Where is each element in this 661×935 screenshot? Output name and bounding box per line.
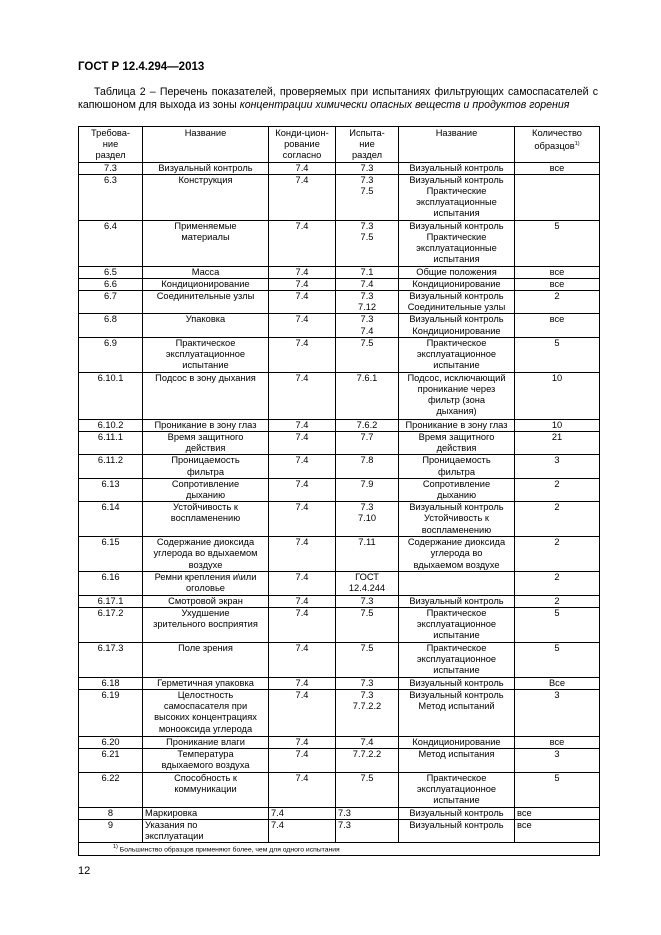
cell-req: 6.10.2 [79,419,143,431]
cell-name: Ремни крепления и\или оголовье [143,572,269,595]
cell-qty: 2 [515,572,600,595]
cell-test-name: Визуальный контроль Практические эксплуатационные испытания [399,174,515,220]
cell-test: 7.9 [336,478,399,501]
cell-cond: 7.4 [269,162,336,174]
cell-name: Поле зрения [143,642,269,677]
cell-req: 6.18 [79,677,143,689]
cell-name: Проникание в зону глаз [143,419,269,431]
cell-test-name [399,572,515,595]
cell-test-name: Кондиционирование [399,737,515,749]
cell-req: 6.11.2 [79,455,143,478]
footnote-sup: 1) [113,844,118,851]
cell-qty: все [515,278,600,290]
cell-qty: 2 [515,537,600,572]
cell-qty [515,174,600,220]
table-row [79,502,600,537]
table-row [79,372,600,419]
cell-test-name: Визуальный контроль Практические эксплуатационные испытания [399,220,515,266]
cell-name: Маркировка [143,807,269,819]
col-header-test: Испыта- ние раздел [336,127,399,163]
cell-test: 7.3 [336,807,399,819]
cell-name: Сопротивление дыханию [143,478,269,501]
cell-cond: 7.4 [269,278,336,290]
cell-req: 6.17.2 [79,607,143,642]
cell-test: 7.8 [336,455,399,478]
cell-req: 6.7 [79,291,143,314]
cell-req: 6.15 [79,537,143,572]
cell-test-name: Визуальный контроль [399,819,515,842]
col-header-qty [515,127,600,163]
cell-name: Герметичная упаковка [143,677,269,689]
table-row [79,266,600,278]
cell-qty: все [515,314,600,337]
cell-qty: 21 [515,432,600,455]
cell-qty: все [515,737,600,749]
cell-cond: 7.4 [269,607,336,642]
footnote-text: Большинство образцов применяют более, чем для одного испытания [117,846,340,854]
cell-qty: 10 [515,419,600,431]
cell-name: Проницаемость фильтра [143,455,269,478]
cell-qty: 2 [515,595,600,607]
cell-req: 6.16 [79,572,143,595]
cell-qty: 2 [515,291,600,314]
table-row [79,314,600,337]
cell-req: 6.4 [79,220,143,266]
table-row [79,642,600,677]
cell-qty: 5 [515,772,600,807]
cell-test: 7.3 [336,677,399,689]
cell-name: Упаковка [143,314,269,337]
cell-test-name: Визуальный контроль Соединительные узлы [399,291,515,314]
table-row [79,419,600,431]
cell-cond: 7.4 [269,737,336,749]
cell-test: 7.5 [336,642,399,677]
table-row [79,819,600,842]
cell-cond: 7.4 [269,807,336,819]
cell-req: 6.8 [79,314,143,337]
col-header-cond: Конди-цион- рование согласно [269,127,336,163]
table-row [79,595,600,607]
footnote [79,843,600,855]
cell-cond: 7.4 [269,174,336,220]
cell-req: 6.17.3 [79,642,143,677]
cell-name: Время защитного действия [143,432,269,455]
cell-qty: все [515,266,600,278]
cell-req: 6.13 [79,478,143,501]
document-header: ГОСТ Р 12.4.294—2013 [78,61,205,73]
cell-test: 7.6.1 [336,372,399,419]
cell-name: Визуальный контроль [143,162,269,174]
cell-test-name: Визуальный контроль [399,807,515,819]
cell-test: 7.7.2.2 [336,749,399,772]
table-row [79,455,600,478]
col-header-test-name: Название [399,127,515,163]
table-row [79,291,600,314]
cell-test-name: Визуальный контроль [399,677,515,689]
cell-req: 7.3 [79,162,143,174]
caption-italic-text: концентрации химически опасных веществ и продуктов горения [239,99,570,112]
cell-test: 7.3 7.12 [336,291,399,314]
cell-test-name: Визуальный контроль [399,595,515,607]
table-row [79,607,600,642]
cell-test-name: Проникание в зону глаз [399,419,515,431]
table-row [79,220,600,266]
cell-qty: 3 [515,749,600,772]
cell-test: 7.4 [336,737,399,749]
cell-name: Устойчивость к воспламенению [143,502,269,537]
cell-req: 8 [79,807,143,819]
cell-test-name: Кондиционирование [399,278,515,290]
cell-req: 6.5 [79,266,143,278]
cell-req: 6.21 [79,749,143,772]
cell-cond: 7.4 [269,572,336,595]
cell-req: 6.3 [79,174,143,220]
cell-name: Применяемые материалы [143,220,269,266]
cell-qty: 3 [515,455,600,478]
cell-req: 6.22 [79,772,143,807]
cell-cond: 7.4 [269,772,336,807]
cell-qty: 5 [515,337,600,372]
col-header-qty-sup: 1) [574,141,580,148]
cell-cond: 7.4 [269,372,336,419]
cell-cond: 7.4 [269,419,336,431]
cell-qty: 2 [515,478,600,501]
cell-cond: 7.4 [269,642,336,677]
cell-name: Кондиционирование [143,278,269,290]
cell-test: 7.3 7.5 [336,220,399,266]
cell-test-name: Метод испытания [399,749,515,772]
cell-test-name: Визуальный контроль Метод испытаний [399,690,515,737]
cell-test: 7.3 [336,595,399,607]
cell-test-name: Сопротивление дыханию [399,478,515,501]
cell-test-name: Визуальный контроль Устойчивость к воспламенению [399,502,515,537]
cell-req: 6.20 [79,737,143,749]
col-header-req: Требова- ние раздел [79,127,143,163]
cell-name: Способность к коммуникации [143,772,269,807]
table-caption [78,86,598,113]
cell-name: Ухудшение зрительного восприятия [143,607,269,642]
page-number: 12 [78,865,91,877]
cell-qty: 5 [515,220,600,266]
cell-cond: 7.4 [269,502,336,537]
table-row [79,677,600,689]
cell-name: Практическое эксплуатационное испытание [143,337,269,372]
cell-cond: 7.4 [269,690,336,737]
table-row [79,749,600,772]
cell-qty: все [515,162,600,174]
cell-test-name: Практическое эксплуатационное испытание [399,607,515,642]
table-row [79,478,600,501]
table-row [79,772,600,807]
cell-qty: 5 [515,607,600,642]
cell-test: 7.1 [336,266,399,278]
cell-test-name: Практическое эксплуатационное испытание [399,642,515,677]
cell-test: 7.3 7.7.2.2 [336,690,399,737]
table-row [79,162,600,174]
table-header-row [79,127,600,163]
cell-test-name: Время защитного действия [399,432,515,455]
cell-test: 7.3 7.10 [336,502,399,537]
cell-cond: 7.4 [269,220,336,266]
caption-text: Таблица 2 – Перечень показателей, проверяемых при испытаниях фильтрующих самоспасателей с капюшоном для выхода из зоны [78,86,598,112]
col-header-name: Название [143,127,269,163]
cell-test-name: Практическое эксплуатационное испытание [399,772,515,807]
cell-req: 6.9 [79,337,143,372]
cell-test: 7.3 7.4 [336,314,399,337]
cell-cond: 7.4 [269,478,336,501]
cell-test: 7.11 [336,537,399,572]
cell-req: 6.19 [79,690,143,737]
table-row [79,572,600,595]
cell-name: Смотровой экран [143,595,269,607]
col-header-qty-label: Количество образцов [532,128,582,152]
cell-cond: 7.4 [269,455,336,478]
cell-test-name: Практическое эксплуатационное испытание [399,337,515,372]
cell-cond: 7.4 [269,537,336,572]
cell-req: 6.14 [79,502,143,537]
cell-qty: Все [515,677,600,689]
cell-name: Масса [143,266,269,278]
cell-qty: 2 [515,502,600,537]
cell-test: 7.3 [336,162,399,174]
table-row [79,337,600,372]
cell-test: 7.3 7.5 [336,174,399,220]
cell-cond: 7.4 [269,432,336,455]
cell-name: Целостность самоспасателя при высоких концентрациях моноокcида углерода [143,690,269,737]
cell-name: Конструкция [143,174,269,220]
cell-test-name: Визуальный контроль Кондиционирование [399,314,515,337]
cell-cond: 7.4 [269,314,336,337]
cell-name: Проникание влаги [143,737,269,749]
cell-name: Температура вдыхаемого воздуха [143,749,269,772]
cell-test-name: Общие положения [399,266,515,278]
cell-req: 6.17.1 [79,595,143,607]
cell-test-name: Визуальный контроль [399,162,515,174]
cell-qty: все [515,819,600,842]
cell-qty: все [515,807,600,819]
cell-cond: 7.4 [269,595,336,607]
cell-test: 7.4 [336,278,399,290]
cell-qty: 3 [515,690,600,737]
cell-test: 7.7 [336,432,399,455]
cell-cond: 7.4 [269,819,336,842]
cell-test-name: Проницаемость фильтра [399,455,515,478]
cell-cond: 7.4 [269,677,336,689]
cell-test: ГОСТ 12.4.244 [336,572,399,595]
cell-cond: 7.4 [269,291,336,314]
cell-cond: 7.4 [269,266,336,278]
indicators-table [78,126,600,856]
cell-name: Указания по эксплуатации [143,819,269,842]
cell-test: 7.5 [336,772,399,807]
cell-test-name: Подсос, исключающий проникание через фильтр (зона дыхания) [399,372,515,419]
cell-req: 9 [79,819,143,842]
table-row [79,807,600,819]
table-row [79,432,600,455]
cell-cond: 7.4 [269,749,336,772]
cell-req: 6.10.1 [79,372,143,419]
cell-cond: 7.4 [269,337,336,372]
cell-test: 7.6.2 [336,419,399,431]
cell-qty: 10 [515,372,600,419]
footnote-row [79,843,600,855]
cell-name: Содержание диоксида углерода во вдыхаемом воздухе [143,537,269,572]
cell-qty: 5 [515,642,600,677]
table-row [79,690,600,737]
cell-test-name: Содержание диоксида углерода во вдыхаемом воздухе [399,537,515,572]
table-row [79,737,600,749]
cell-name: Соединительные узлы [143,291,269,314]
cell-req: 6.6 [79,278,143,290]
cell-test: 7.5 [336,607,399,642]
cell-req: 6.11.1 [79,432,143,455]
cell-test: 7.3 [336,819,399,842]
cell-name: Подсос в зону дыхания [143,372,269,419]
table-row [79,174,600,220]
table-row [79,278,600,290]
table-row [79,537,600,572]
cell-test: 7.5 [336,337,399,372]
